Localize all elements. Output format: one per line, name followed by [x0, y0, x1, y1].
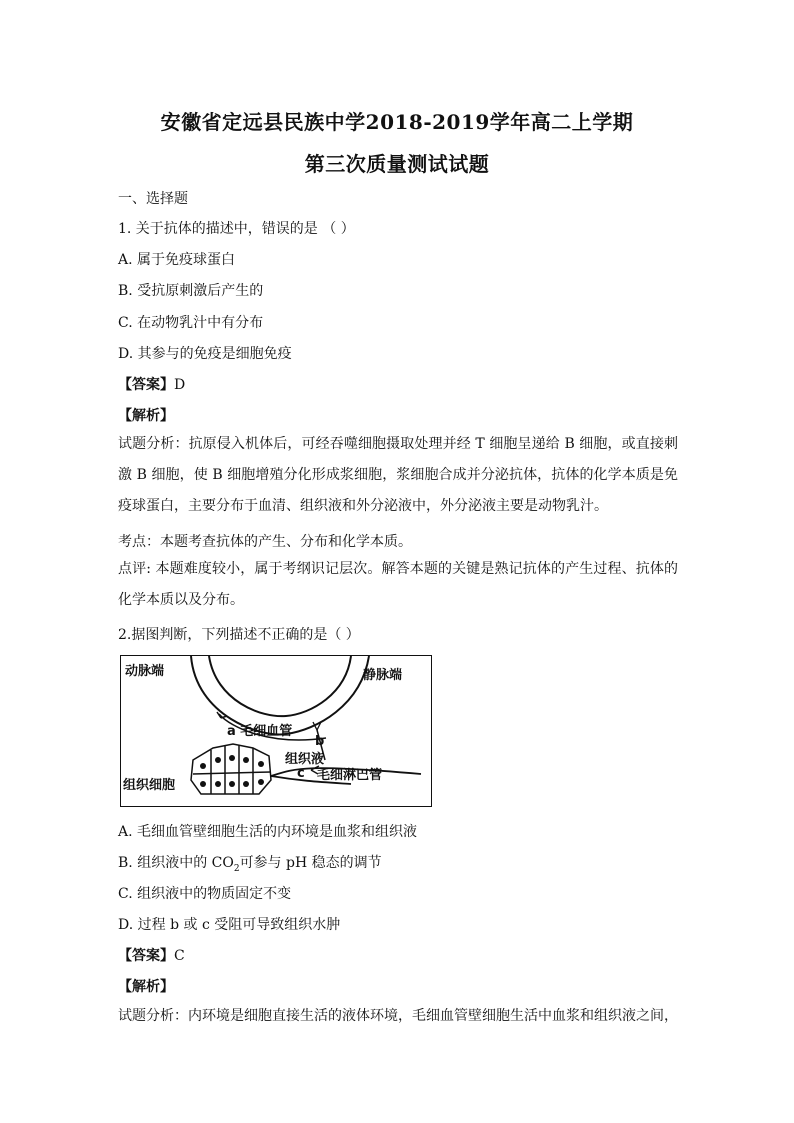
q2-option-b-suffix: 可参与 pH 稳态的调节: [239, 855, 382, 871]
lymph-capillary-label: 毛细淋巴管: [317, 768, 383, 783]
q1-stem: 1. 关于抗体的描述中，错误的是 （ ）: [118, 221, 355, 237]
q2-option-a: A. 毛细血管壁细胞生活的内环境是血浆和组织液: [118, 824, 418, 840]
q1-kaodian: 考点：本题考查抗体的产生、分布和化学本质。: [118, 534, 412, 550]
b-label: b: [315, 734, 325, 749]
q1-dianping: 点评: 本题难度较小，属于考纲识记层次。解答本题的关键是熟记抗体的产生过程、抗体的化学本质以及分布。: [118, 561, 678, 608]
q1-option-b: B. 受抗原刺激后产生的: [118, 283, 264, 299]
q1-analysis-label: 【解析】: [118, 408, 174, 424]
q2-analysis-label: 【解析】: [118, 979, 174, 995]
section-heading: 一、选择题: [118, 191, 188, 207]
q2-answer-label: 【答案】: [118, 948, 174, 964]
q2-option-b: [118, 852, 382, 874]
document-title: 安徽省定远县民族中学2018-2019学年高二上学期: [160, 110, 634, 134]
q2-option-d: D. 过程 b 或 c 受阻可导致组织水肿: [118, 917, 341, 933]
q2-option-b-prefix: B. 组织液中的 CO: [118, 855, 234, 871]
q2-answer: [118, 945, 185, 965]
q2-stem: 2.据图判断，下列描述不正确的是（ ）: [118, 627, 360, 643]
q2-option-b-subscript: 2: [233, 863, 240, 874]
q1-answer: [118, 374, 185, 394]
q1-option-a: A. 属于免疫球蛋白: [118, 252, 236, 268]
q1-analysis-text: 试题分析：抗原侵入机体后，可经吞噬细胞摄取处理并经 T 细胞呈递给 B 细胞，或直接刺激 B 细胞，使 B 细胞增殖分化形成浆细胞，浆细胞合成并分泌抗体，抗体的化学本质是免疫球蛋白，主要分布于血清、组织液和外分泌液中，外分泌液主要是动物乳汁。: [118, 436, 678, 514]
capillary-diagram: [120, 655, 432, 807]
q1-option-c: C. 在动物乳汁中有分布: [118, 315, 264, 331]
capillary-label: a 毛细血管: [227, 724, 293, 739]
q2-analysis-text: 试题分析：内环境是细胞直接生活的液体环境，毛细血管壁细胞生活中血浆和组织液之间，: [118, 1008, 678, 1024]
q2-answer-value: C: [174, 948, 185, 964]
c-label: c: [297, 766, 305, 781]
vein-end-label: 静脉端: [363, 668, 403, 683]
q1-answer-label: 【答案】: [118, 377, 174, 393]
q1-answer-value: D: [174, 377, 186, 393]
artery-end-label: 动脉端: [125, 664, 165, 679]
document-subtitle: 第三次质量测试试题: [304, 152, 490, 176]
tissue-fluid-label: 组织液: [285, 752, 325, 767]
tissue-cells-label: 组织细胞: [123, 778, 176, 793]
q2-option-c: C. 组织液中的物质固定不变: [118, 886, 292, 902]
q1-option-d: D. 其参与的免疫是细胞免疫: [118, 346, 292, 362]
